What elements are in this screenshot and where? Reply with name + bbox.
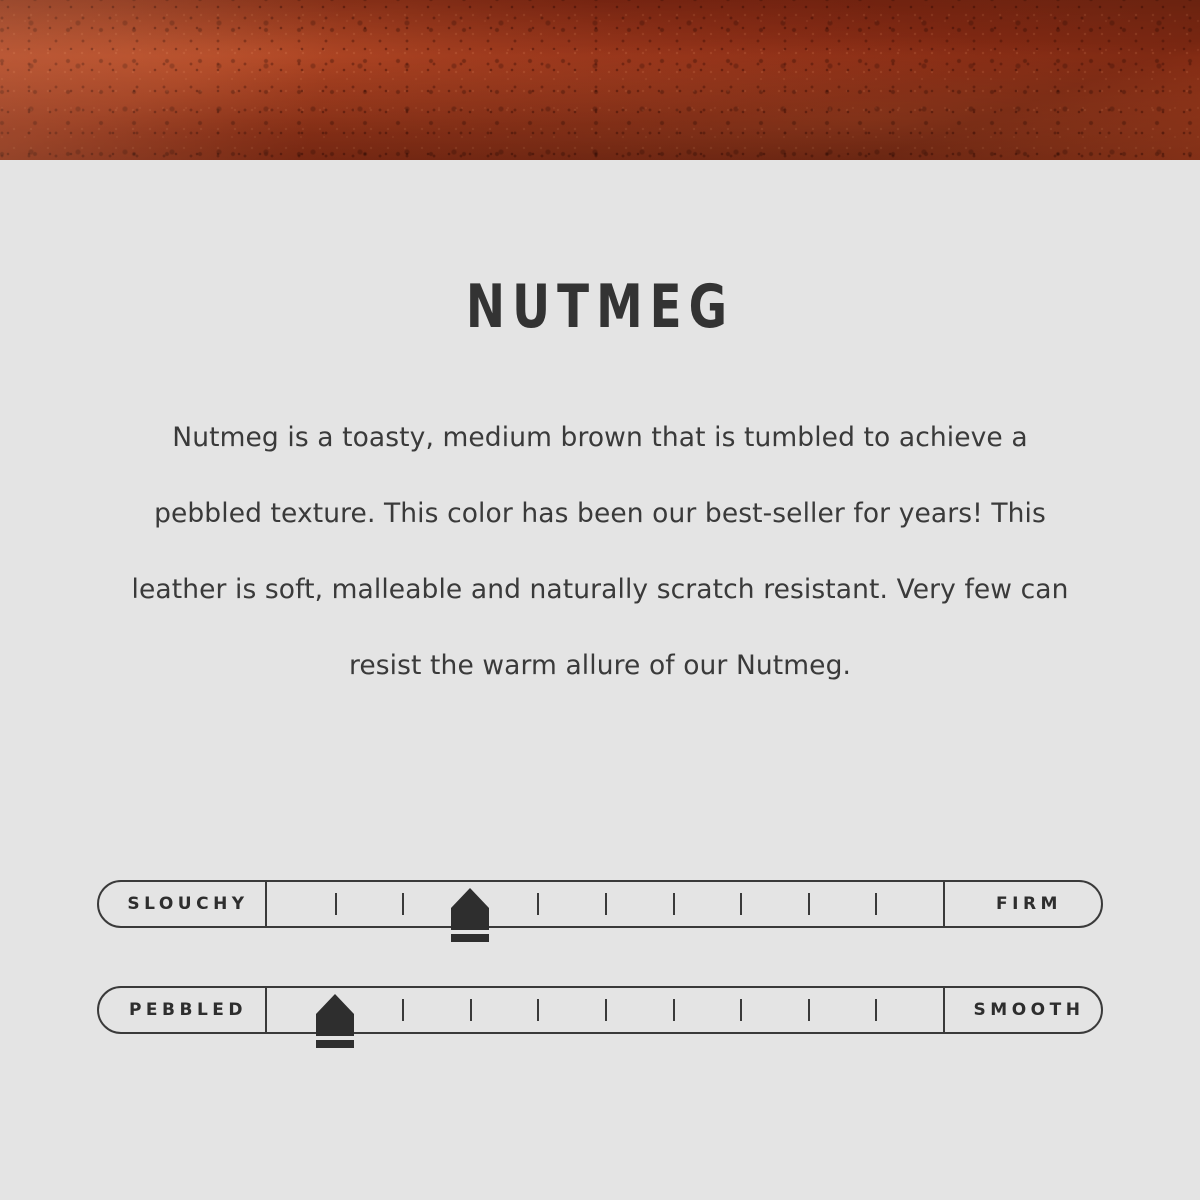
scale-tick bbox=[470, 893, 472, 915]
scale-firmness bbox=[97, 880, 1103, 928]
attribute-scales bbox=[0, 880, 1200, 1092]
scale-tick bbox=[605, 893, 607, 915]
content-area bbox=[0, 160, 1200, 704]
scale-tick bbox=[335, 999, 337, 1021]
marker-notch bbox=[451, 930, 489, 934]
scale-tick bbox=[875, 999, 877, 1021]
scale-tick bbox=[402, 999, 404, 1021]
scale-left-label: SLOUCHY bbox=[97, 880, 267, 928]
scale-tick bbox=[740, 999, 742, 1021]
scale-ticks bbox=[267, 880, 943, 928]
scale-texture bbox=[97, 986, 1103, 1034]
scale-tick bbox=[740, 893, 742, 915]
page-title: NUTMEG bbox=[465, 272, 735, 342]
scale-tick bbox=[808, 893, 810, 915]
scale-tick bbox=[402, 893, 404, 915]
scale-tick bbox=[335, 893, 337, 915]
scale-tick bbox=[605, 999, 607, 1021]
scale-tick bbox=[470, 999, 472, 1021]
scale-tick bbox=[808, 999, 810, 1021]
scale-tick bbox=[673, 893, 675, 915]
color-description: Nutmeg is a toasty, medium brown that is tumbled to achieve a pebbled texture. This color has been our best-seller for years! This leather is soft, malleable and naturally scratch resistant. Very few can resist the warm allure of our Nutmeg. bbox=[131, 422, 1069, 681]
marker-notch bbox=[316, 1036, 354, 1040]
scale-left-label: PEBBLED bbox=[97, 986, 267, 1034]
marker-foot bbox=[316, 1040, 354, 1048]
leather-sheen-overlay bbox=[0, 0, 1200, 160]
marker-foot bbox=[451, 934, 489, 942]
scale-tick bbox=[673, 999, 675, 1021]
scale-right-label: SMOOTH bbox=[943, 986, 1103, 1034]
scale-tick bbox=[537, 893, 539, 915]
scale-tick bbox=[875, 893, 877, 915]
leather-swatch-image bbox=[0, 0, 1200, 160]
scale-right-label: FIRM bbox=[943, 880, 1103, 928]
scale-tick bbox=[537, 999, 539, 1021]
scale-ticks bbox=[267, 986, 943, 1034]
